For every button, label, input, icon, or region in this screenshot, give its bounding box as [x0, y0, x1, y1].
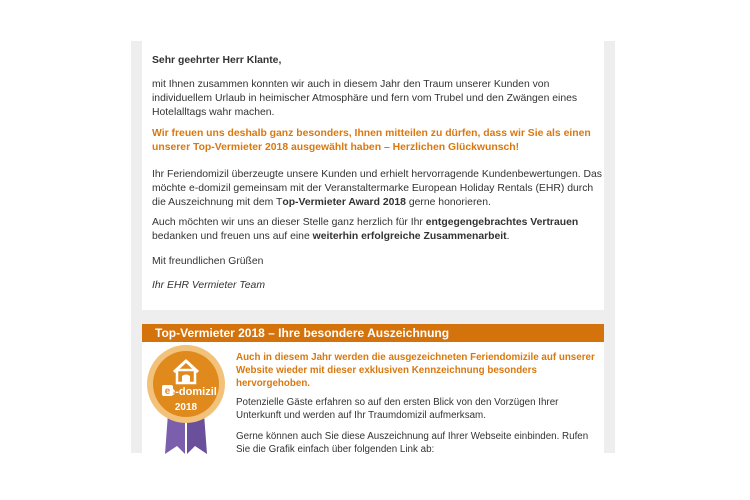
paragraph-award — [152, 168, 604, 210]
award-section-title: Top-Vermieter 2018 – Ihre besondere Auszeichnung — [155, 326, 450, 340]
brand-name: e-domizil — [169, 386, 217, 398]
badge-year: 2018 — [174, 402, 198, 413]
thanks-text-mid: bedanken und freuen uns auf eine — [152, 231, 313, 242]
award-highlight: Auch in diesem Jahr werden die ausgezeichneten Feriendomizile auf unserer Website wieder mit dieser exklusiven Kennzeichnung besonders hervorgehoben. — [236, 352, 595, 389]
paragraph-award-text: Ihr Feriendomizil überzeugte unsere Kunden und erhielt hervorragende Kundenbewertungen. Das möchte e-domizil gemeinsam mit der Veranstaltermarke European Holiday Rentals (EHR) durch die Auszeichnung mit dem T — [152, 169, 602, 208]
award-section-header — [142, 324, 604, 342]
highlight-announcement: Wir freuen uns deshalb ganz besonders, Ihnen mitteilen zu dürfen, dass wir Sie als einen unserer Top-Vermieter 2018 ausgewählt haben – Herzlichen Glückwunsch! — [152, 128, 591, 153]
award-name: op-Vermieter Award 2018 — [282, 197, 406, 208]
paragraph-award-end: gerne honorieren. — [405, 197, 491, 208]
thanks-text-start: Auch möchten wir uns an dieser Stelle ganz herzlich für Ihr — [152, 217, 426, 228]
award-badge — [145, 344, 227, 454]
paragraph-thanks — [152, 216, 602, 244]
thanks-bold-collaboration: weiterhin erfolgreiche Zusammenarbeit — [312, 231, 507, 242]
greeting: Sehr geehrter Herr Klante, — [152, 55, 282, 66]
paragraph-intro: mit Ihnen zusammen konnten wir auch in diesem Jahr den Traum unserer Kunden von individuellem Urlaub in heimischer Atmosphäre und fern vom Trubel und den Zwängen eines Hotelalltags wahr machen. — [152, 79, 578, 118]
brand-prefix: e — [164, 386, 171, 397]
signature: Ihr EHR Vermieter Team — [152, 280, 265, 291]
award-paragraph-embed: Gerne können auch Sie diese Auszeichnung auf Ihrer Webseite einbinden. Rufen Sie die Grafik einfach über folgenden Link ab: — [236, 431, 589, 455]
thanks-bold-trust: entgegengebrachtes Vertrauen — [425, 217, 579, 228]
closing: Mit freundlichen Grüßen — [152, 256, 264, 267]
thanks-text-end: . — [506, 231, 510, 242]
award-paragraph-guests: Potenzielle Gäste erfahren so auf den ersten Blick von den Vorzügen Ihrer Unterkunft und werden auf Ihr Traumdomizil aufmerksam. — [236, 397, 559, 421]
